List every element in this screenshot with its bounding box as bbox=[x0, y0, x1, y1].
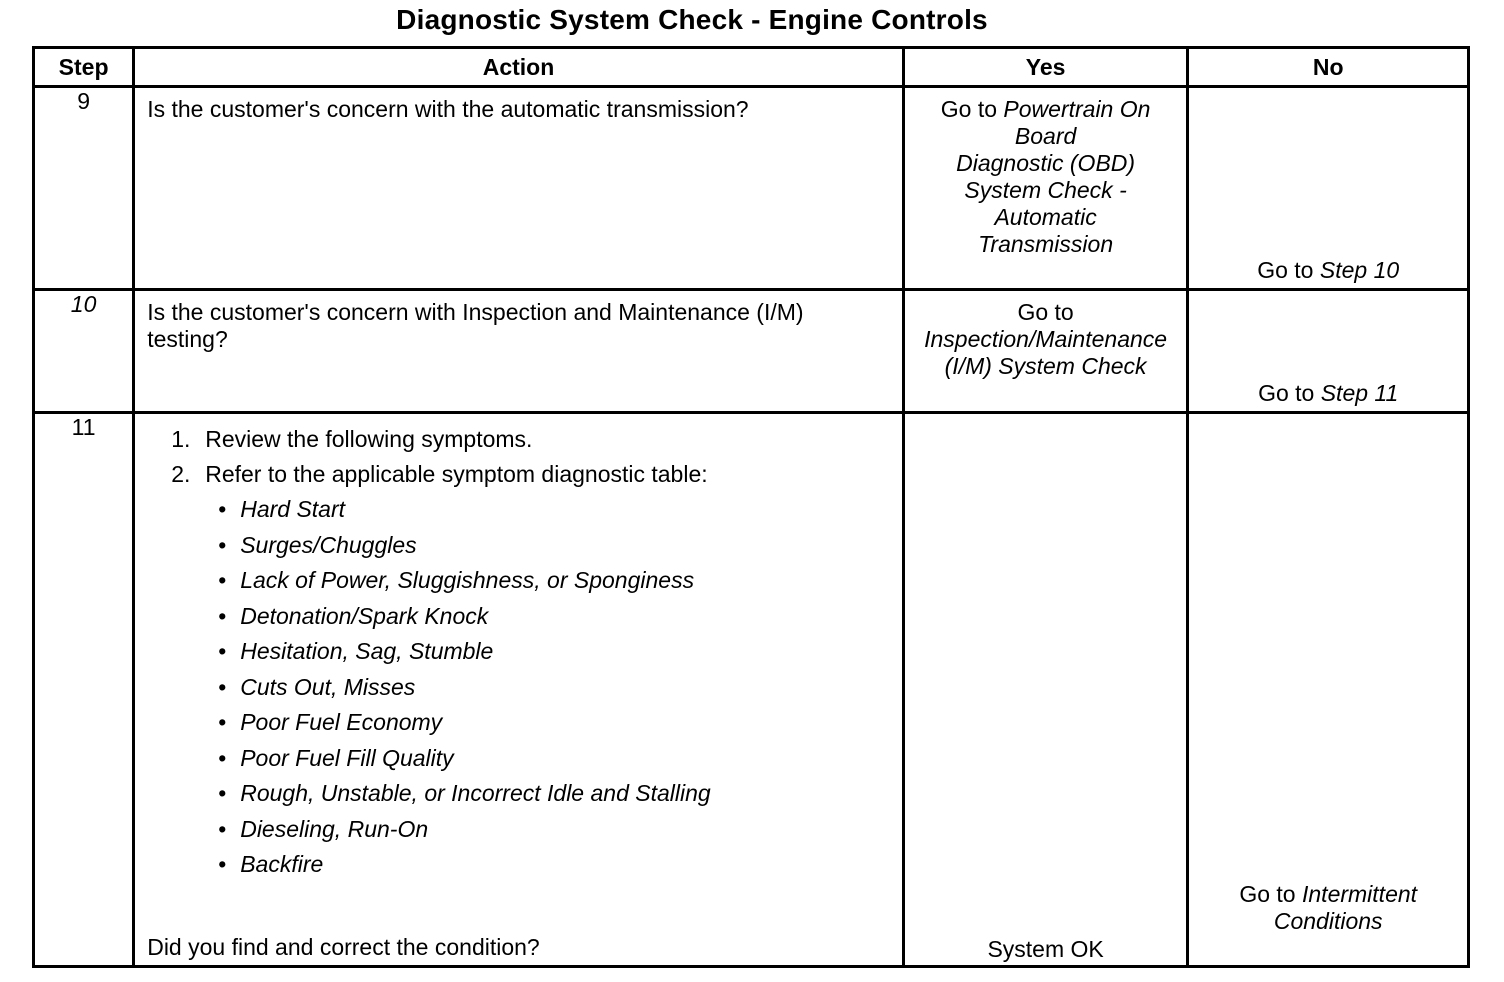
table-row-step-10 bbox=[34, 290, 1469, 413]
no-link-line: Intermittent bbox=[1302, 881, 1418, 907]
no-cell bbox=[1188, 413, 1469, 967]
no-reference[interactable] bbox=[1189, 257, 1467, 284]
yes-link-line: Powertrain On bbox=[1003, 96, 1151, 122]
symptom-item[interactable]: • Cuts Out, Misses bbox=[240, 670, 902, 706]
symptom-item[interactable]: • Surges/Chuggles bbox=[240, 528, 902, 564]
yes-reference[interactable] bbox=[905, 88, 1187, 258]
yes-prefix: Go to bbox=[940, 96, 998, 122]
column-header-action: Action bbox=[134, 48, 904, 87]
no-link: Step 11 bbox=[1320, 380, 1399, 406]
action-cell bbox=[134, 413, 904, 967]
symptom-item[interactable]: • Hesitation, Sag, Stumble bbox=[240, 634, 902, 670]
header-row bbox=[34, 48, 1469, 87]
no-reference[interactable] bbox=[1189, 881, 1467, 935]
no-link-line: Conditions bbox=[1273, 908, 1383, 934]
action-question: Is the customer's concern with the automatic transmission? bbox=[147, 96, 749, 122]
symptom-item[interactable]: • Lack of Power, Sluggishness, or Sponginess bbox=[240, 563, 902, 599]
no-prefix: Go to bbox=[1258, 380, 1315, 406]
table-row-step-9 bbox=[34, 87, 1469, 290]
yes-prefix: Go to bbox=[1017, 299, 1074, 325]
action-question: Did you find and correct the condition? bbox=[147, 934, 540, 960]
table-row-step-11 bbox=[34, 413, 1469, 967]
instruction-number: 1. bbox=[171, 426, 191, 452]
step-number: 10 bbox=[34, 290, 134, 413]
symptom-item[interactable]: • Detonation/Spark Knock bbox=[240, 599, 902, 635]
yes-cell bbox=[903, 290, 1188, 413]
no-link: Step 10 bbox=[1319, 257, 1400, 283]
symptom-item[interactable]: • Poor Fuel Economy bbox=[240, 705, 902, 741]
no-cell bbox=[1188, 290, 1469, 413]
yes-reference[interactable] bbox=[905, 291, 1187, 380]
yes-link-line: System Check - bbox=[964, 177, 1127, 203]
no-reference[interactable] bbox=[1189, 380, 1467, 407]
action-line: testing? bbox=[147, 326, 228, 352]
yes-link-line: Board bbox=[1014, 123, 1077, 149]
symptom-list bbox=[205, 492, 902, 883]
action-question bbox=[135, 291, 902, 353]
symptom-item[interactable]: • Hard Start bbox=[240, 492, 902, 528]
yes-cell bbox=[903, 413, 1188, 967]
no-prefix: Go to bbox=[1239, 881, 1296, 907]
instruction-number: 2. bbox=[171, 461, 191, 487]
symptom-item[interactable]: • Rough, Unstable, or Incorrect Idle and Stalling bbox=[240, 776, 902, 812]
no-prefix: Go to bbox=[1257, 257, 1314, 283]
symptom-item[interactable]: • Dieseling, Run-On bbox=[240, 812, 902, 848]
yes-link-line: Automatic bbox=[994, 204, 1097, 230]
list-item bbox=[171, 457, 902, 883]
diagnostic-table bbox=[32, 46, 1470, 968]
symptom-item[interactable]: • Backfire bbox=[240, 847, 902, 883]
symptom-item[interactable]: • Poor Fuel Fill Quality bbox=[240, 741, 902, 777]
yes-result: System OK bbox=[987, 936, 1104, 962]
step-number: 11 bbox=[34, 413, 134, 967]
step-number: 9 bbox=[34, 87, 134, 290]
column-header-step: Step bbox=[34, 48, 134, 87]
action-cell bbox=[134, 87, 904, 290]
yes-link-line: Inspection/Maintenance bbox=[924, 326, 1168, 352]
yes-link-line: Transmission bbox=[978, 231, 1114, 257]
list-item bbox=[171, 422, 902, 457]
column-header-no: No bbox=[1188, 48, 1469, 87]
column-header-yes: Yes bbox=[903, 48, 1188, 87]
instruction-text: Review the following symptoms. bbox=[205, 426, 533, 452]
no-cell bbox=[1188, 87, 1469, 290]
action-line: Is the customer's concern with Inspection and Maintenance (I/M) bbox=[147, 299, 804, 325]
yes-link-line: Diagnostic (OBD) bbox=[956, 150, 1136, 176]
page-title: Diagnostic System Check - Engine Controls bbox=[396, 4, 988, 35]
instruction-text: Refer to the applicable symptom diagnostic table: bbox=[205, 461, 708, 487]
action-cell bbox=[134, 290, 904, 413]
yes-link-line: (I/M) System Check bbox=[944, 353, 1147, 379]
yes-cell bbox=[903, 87, 1188, 290]
instruction-list bbox=[135, 414, 902, 883]
